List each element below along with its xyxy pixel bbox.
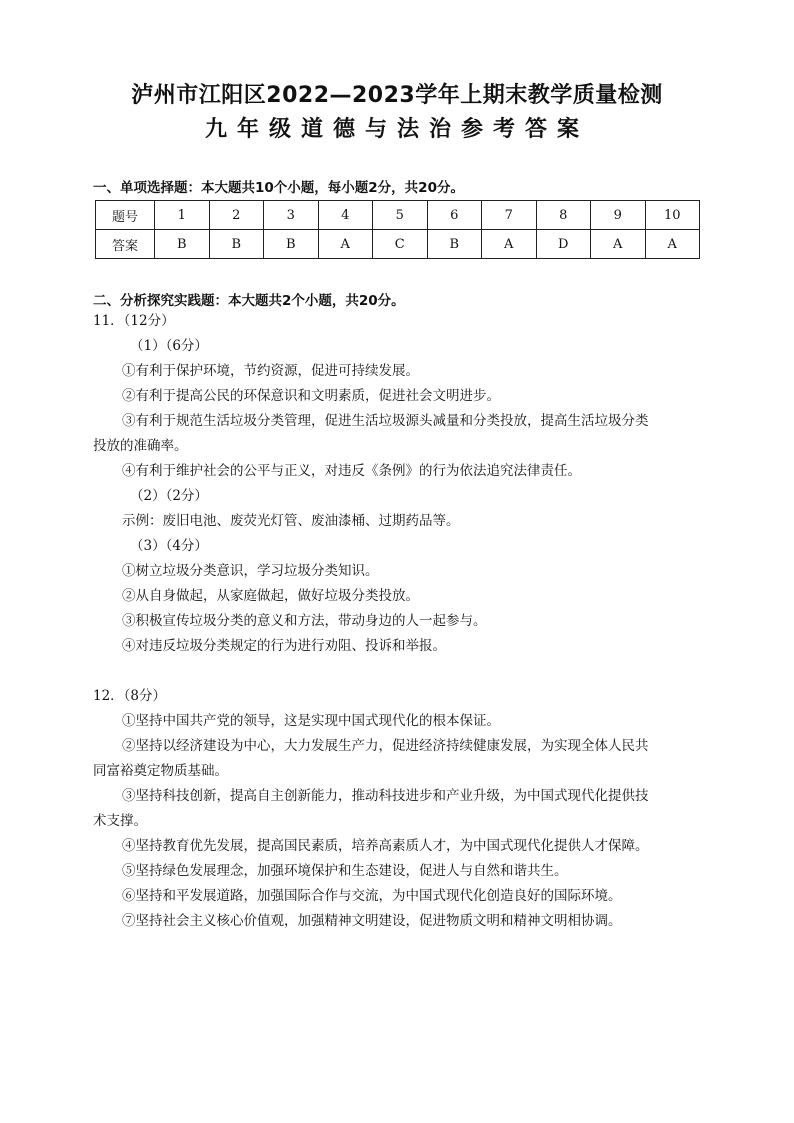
q11-label: 11．（12分） (93, 313, 175, 329)
q12-item: ④坚持教育优先发展，提高国民素质，培养高素质人才，为中国式现代化提供人才保障。 (122, 838, 649, 854)
question-number: 9 (591, 201, 646, 230)
q12-item: ⑦坚持社会主义核心价值观，加强精神文明建设，促进物质文明和精神文明相协调。 (122, 913, 622, 929)
q12-item-continued: 术支撑。 (93, 813, 147, 829)
q11-part1-item: ④有利于维护社会的公平与正义，对违反《条例》的行为依法追究法律责任。 (122, 463, 581, 479)
q12-item: ①坚持中国共产党的领导，这是实现中国式现代化的根本保证。 (122, 713, 500, 729)
answer-cell: A (482, 230, 537, 259)
section2-heading: 二、分析探究实践题：本大题共2个小题，共20分。 (93, 293, 405, 309)
question-number: 10 (645, 201, 700, 230)
question-number: 6 (427, 201, 482, 230)
question-number: 7 (482, 201, 537, 230)
answer-cell: B (155, 230, 210, 259)
answer-cell: A (591, 230, 646, 259)
q11-part1-item: ①有利于保护环境，节约资源，促进可持续发展。 (122, 363, 419, 379)
answer-cell: B (209, 230, 264, 259)
q12-item: ⑤坚持绿色发展理念，加强环境保护和生态建设，促进人与自然和谐共生。 (122, 863, 568, 879)
table-row-label: 答案 (96, 230, 155, 259)
section1-heading: 一、单项选择题：本大题共10个小题，每小题2分，共20分。 (93, 180, 464, 196)
question-number: 1 (155, 201, 210, 230)
q11-part3-item: ④对违反垃圾分类规定的行为进行劝阻、投诉和举报。 (122, 638, 446, 654)
answer-cell: A (645, 230, 700, 259)
q12-item: ⑥坚持和平发展道路，加强国际合作与交流，为中国式现代化创造良好的国际环境。 (122, 888, 622, 904)
question-number: 2 (209, 201, 264, 230)
q11-part1-item-continued: 投放的准确率。 (93, 438, 188, 454)
answer-cell: B (264, 230, 319, 259)
q12-item: ③坚持科技创新，提高自主创新能力，推动科技进步和产业升级，为中国式现代化提供技 (122, 788, 649, 804)
q12-label: 12．（8分） (93, 688, 167, 704)
document-title: 泸州市江阳区2022—2023学年上期末教学质量检测 (131, 83, 663, 108)
q11-part2-text: 示例：废旧电池、废荧光灯管、废油漆桶、过期药品等。 (122, 513, 460, 529)
table-row-label: 题号 (96, 201, 155, 230)
question-number: 8 (536, 201, 591, 230)
q11-part1-label: （1）（6分） (130, 338, 208, 354)
answer-cell: A (318, 230, 373, 259)
q11-part1-item: ③有利于规范生活垃圾分类管理，促进生活垃圾源头减量和分类投放，提高生活垃圾分类 (122, 413, 649, 429)
question-number: 3 (264, 201, 319, 230)
table-row-numbers (96, 201, 700, 230)
document-subtitle: 九年级道德与法治参考答案 (204, 117, 589, 142)
table-row-answers (96, 230, 700, 259)
question-number: 5 (373, 201, 428, 230)
q11-part3-item: ②从自身做起，从家庭做起，做好垃圾分类投放。 (122, 588, 419, 604)
q12-item: ②坚持以经济建设为中心，大力发展生产力，促进经济持续健康发展，为实现全体人民共 (122, 738, 649, 754)
q11-part1-item: ②有利于提高公民的环保意识和文明素质，促进社会文明进步。 (122, 388, 500, 404)
answer-table (95, 200, 700, 259)
q11-part3-item: ③积极宣传垃圾分类的意义和方法，带动身边的人一起参与。 (122, 613, 487, 629)
q11-part2-label: （2）（2分） (130, 488, 208, 504)
q11-part3-label: （3）（4分） (130, 538, 208, 554)
question-number: 4 (318, 201, 373, 230)
q12-item-continued: 同富裕奠定物质基础。 (93, 763, 228, 779)
answer-cell: D (536, 230, 591, 259)
answer-cell: C (373, 230, 428, 259)
answer-cell: B (427, 230, 482, 259)
q11-part3-item: ①树立垃圾分类意识，学习垃圾分类知识。 (122, 563, 379, 579)
